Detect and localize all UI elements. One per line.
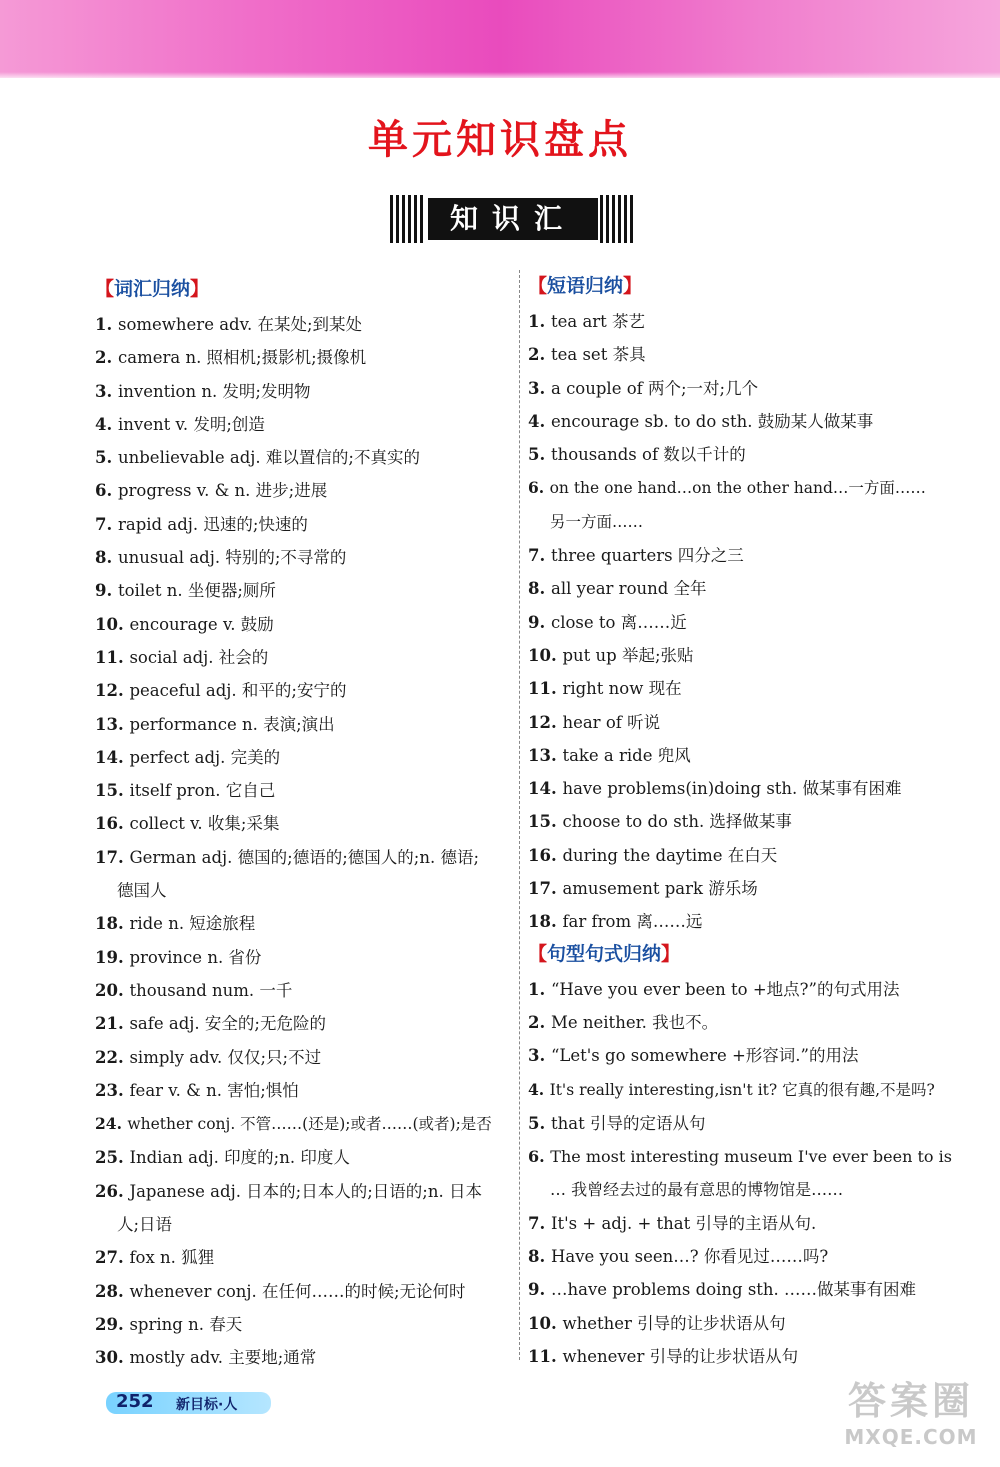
list-item: 19. province n. 省份 bbox=[95, 947, 262, 967]
vocabulary-section bbox=[95, 276, 515, 1375]
list-item: 9. close to 离……近 bbox=[528, 612, 687, 632]
list-item: 14. perfect adj. 完美的 bbox=[95, 747, 281, 767]
list-item: 11. right now 现在 bbox=[528, 679, 682, 699]
phrases-section bbox=[528, 273, 952, 1373]
list-item: 20. thousand num. 一千 bbox=[95, 980, 293, 1000]
list-item: 10. whether 引导的让步状语从句 bbox=[528, 1313, 786, 1333]
list-item: 30. mostly adv. 主要地;通常 bbox=[95, 1348, 317, 1368]
list-item: 9. …have problems doing sth. ……做某事有困难 bbox=[528, 1280, 917, 1300]
list-item: 11. whenever 引导的让步状语从句 bbox=[528, 1346, 799, 1366]
list-item: 10. encourage v. 鼓励 bbox=[95, 614, 274, 634]
list-item: 1. somewhere adv. 在某处;到某处 bbox=[95, 315, 363, 334]
list-item: 8. all year round 全年 bbox=[528, 579, 707, 599]
list-item: 5. thousands of 数以千计的 bbox=[528, 445, 746, 465]
top-decorative-band bbox=[0, 0, 1000, 78]
banner-stripes-right bbox=[600, 195, 636, 243]
list-item: 14. have problems(in)doing sth. 做某事有困难 bbox=[528, 779, 902, 799]
list-item: 3. “Let's go somewhere +形容词.”的用法 bbox=[528, 1046, 859, 1066]
list-item: 7. three quarters 四分之三 bbox=[528, 546, 744, 566]
list-item: 18. far from 离……远 bbox=[528, 912, 703, 932]
list-item: 5. that 引导的定语从句 bbox=[528, 1113, 706, 1133]
list-item: 21. safe adj. 安全的;无危险的 bbox=[95, 1014, 326, 1034]
list-item: 22. simply adv. 仅仅;只;不过 bbox=[95, 1047, 322, 1067]
list-item: 15. itself pron. 它自己 bbox=[95, 781, 276, 801]
list-item: 13. take a ride 兜风 bbox=[528, 745, 691, 765]
list-item: 15. choose to do sth. 选择做某事 bbox=[528, 812, 792, 832]
list-item: 2. camera n. 照相机;摄影机;摄像机 bbox=[95, 348, 367, 368]
list-item: 13. performance n. 表演;演出 bbox=[95, 714, 335, 734]
list-item: 8. Have you seen…? 你看见过……吗? bbox=[528, 1247, 829, 1267]
watermark-line2: MXQE.COM bbox=[844, 1425, 978, 1449]
list-item: 6. progress v. & n. 进步;进展 bbox=[95, 481, 328, 501]
list-item: 18. ride n. 短途旅程 bbox=[95, 914, 256, 934]
list-item: 8. unusual adj. 特别的;不寻常的 bbox=[95, 548, 347, 568]
list-item-continuation: 另一方面…… bbox=[550, 512, 644, 531]
watermark-line1: 答案圈 bbox=[847, 1379, 974, 1423]
page-title: 单元知识盘点 bbox=[368, 117, 632, 163]
list-item: 12. hear of 听说 bbox=[528, 712, 661, 732]
list-item: 5. unbelievable adj. 难以置信的;不真实的 bbox=[95, 448, 420, 468]
list-item: 6. on the one hand…on the other hand…一方面…… 另一方面…… bbox=[528, 471, 948, 539]
list-item-continuation: … 我曾经去过的最有意思的博物馆是…… bbox=[550, 1180, 844, 1200]
list-item: 2. tea set 茶具 bbox=[528, 345, 646, 365]
list-item: 7. It's + adj. + that 引导的主语从句. bbox=[528, 1213, 817, 1233]
banner-label: 知识汇 bbox=[428, 198, 598, 240]
list-item-continuation: 人;日语 bbox=[117, 1215, 173, 1235]
watermark-logo bbox=[826, 1378, 996, 1462]
list-item: 23. fear v. & n. 害怕;惧怕 bbox=[95, 1080, 299, 1100]
list-item: 4. invent v. 发明;创造 bbox=[95, 414, 265, 434]
list-item: 29. spring n. 春天 bbox=[95, 1314, 243, 1334]
list-item: 11. social adj. 社会的 bbox=[95, 647, 269, 667]
page-number: 252 bbox=[116, 1391, 154, 1412]
list-item: 17. German adj. 德国的;德语的;德国人的;n. 德语; 德国人 bbox=[95, 841, 515, 908]
column-divider bbox=[519, 270, 521, 1360]
list-item: 28. whenever conj. 在任何……的时候;无论何时 bbox=[95, 1281, 466, 1301]
list-item: 27. fox n. 狐狸 bbox=[95, 1248, 215, 1268]
section-banner bbox=[390, 195, 636, 243]
list-item: 1. tea art 茶艺 bbox=[528, 312, 646, 331]
list-item: 25. Indian adj. 印度的;n. 印度人 bbox=[95, 1148, 350, 1168]
list-item: 24. whether conj. 不管……(还是);或者……(或者);是否 bbox=[95, 1114, 492, 1134]
book-name: 新目标·人 bbox=[176, 1397, 238, 1413]
footer-page-badge bbox=[106, 1392, 271, 1414]
list-item: 12. peaceful adj. 和平的;安宁的 bbox=[95, 681, 347, 701]
list-item-continuation: 德国人 bbox=[117, 881, 167, 901]
list-item: 17. amusement park 游乐场 bbox=[528, 879, 758, 899]
list-item: 3. invention n. 发明;发明物 bbox=[95, 381, 311, 401]
list-item: 16. during the daytime 在白天 bbox=[528, 845, 778, 865]
list-item: 16. collect v. 收集;采集 bbox=[95, 814, 280, 834]
list-item: 2. Me neither. 我也不。 bbox=[528, 1012, 719, 1032]
banner-stripes-left bbox=[390, 195, 426, 243]
list-item: 4. It's really interesting,isn't it? 它真的很有趣,不是吗? bbox=[528, 1079, 935, 1099]
list-item: 6. The most interesting museum I've ever been to is … 我曾经去过的最有意思的博物馆是…… bbox=[528, 1140, 948, 1207]
list-item: 3. a couple of 两个;一对;几个 bbox=[528, 378, 759, 398]
list-item: 9. toilet n. 坐便器;厕所 bbox=[95, 581, 276, 601]
list-item: 4. encourage sb. to do sth. 鼓励某人做某事 bbox=[528, 411, 874, 431]
vocabulary-heading: 【词汇归纳】 bbox=[95, 278, 210, 300]
list-item: 26. Japanese adj. 日本的;日本人的;日语的;n. 日本 人;日语 bbox=[95, 1175, 515, 1242]
list-item: 10. put up 举起;张贴 bbox=[528, 645, 694, 665]
list-item: 7. rapid adj. 迅速的;快速的 bbox=[95, 514, 308, 534]
list-item: 1. “Have you ever been to +地点?”的句式用法 bbox=[528, 979, 900, 999]
phrases-heading: 【短语归纳】 bbox=[528, 275, 643, 297]
sentences-heading: 【句型句式归纳】 bbox=[528, 942, 681, 965]
